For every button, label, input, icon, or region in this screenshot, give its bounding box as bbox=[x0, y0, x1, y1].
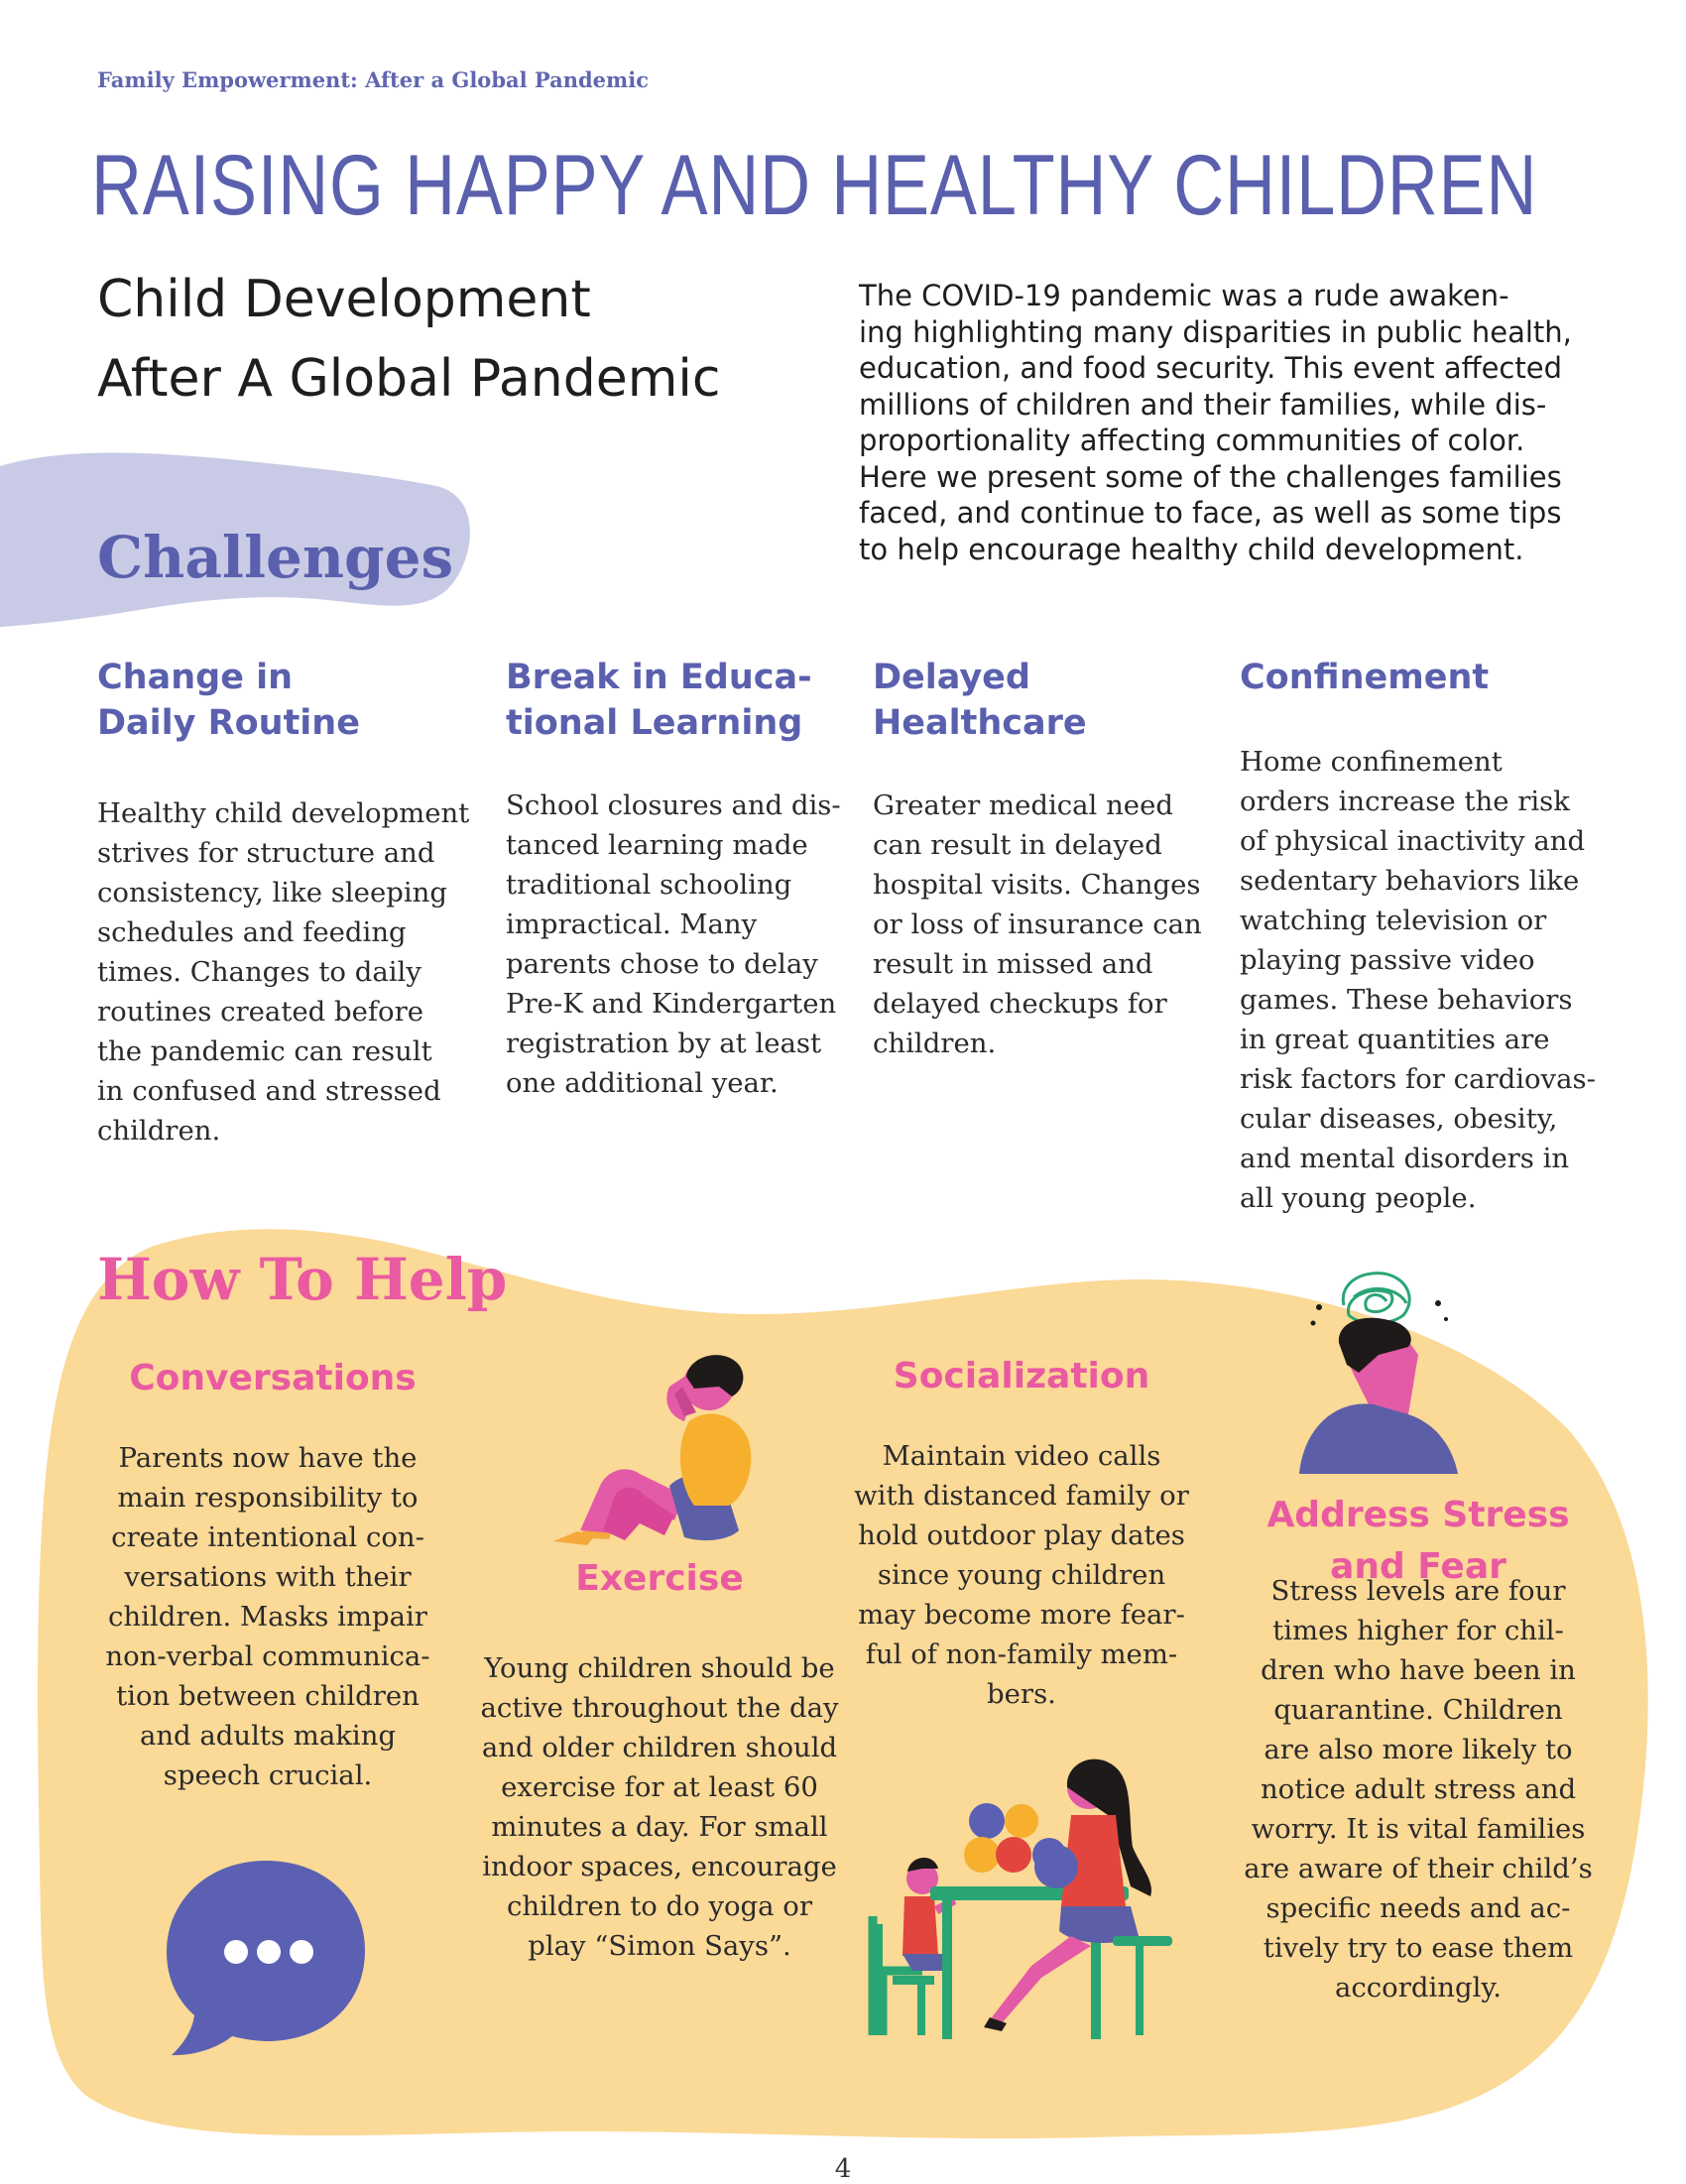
conversations-title: Conversations bbox=[129, 1358, 417, 1398]
challenges-heading: Challenges bbox=[97, 524, 454, 591]
page-number: 4 bbox=[834, 2154, 852, 2184]
exercise-illustration bbox=[536, 1347, 774, 1545]
document-eyebrow: Family Empowerment: After a Global Pandemic bbox=[97, 67, 650, 92]
socialization-title: Socialization bbox=[893, 1356, 1150, 1396]
conversations-body: Parents now have the main responsibility to create intentional con- versations with their children. Masks impair non-verbal communica- tion between children and adults making speech crucial. bbox=[105, 1442, 430, 1791]
challenge-confinement bbox=[1240, 655, 1617, 1218]
challenge-educational-learning bbox=[506, 655, 853, 1103]
challenge-title: Confinement bbox=[1240, 658, 1490, 697]
challenge-body: Greater medical need can result in delayed hospital visits. Changes or loss of insurance can result in missed and delayed checkups for children. bbox=[873, 789, 1202, 1059]
challenge-body: Healthy child development strives for structure and consistency, like sleeping schedules and feeding times. Changes to daily routines created before the pandemic can result in confused and stressed children. bbox=[97, 797, 470, 1147]
challenge-delayed-healthcare bbox=[873, 655, 1220, 1063]
challenge-daily-routine bbox=[97, 655, 484, 1151]
subtitle-line-2: After A Global Pandemic bbox=[97, 349, 721, 409]
address-stress-body: Stress levels are four times higher for chil- dren who have been in quarantine. Children are also more likely to notice adult stress and worry. It is vital families are aware of their child’s specific needs and ac- tively try to ease them accordingly. bbox=[1244, 1575, 1593, 2003]
exercise-body: Young children should be active throughout the day and older children should exercise for at least 60 minutes a day. For small indoor spaces, encourage children to do yoga or play “Simon Says”. bbox=[480, 1652, 839, 1962]
page-title: RAISING HAPPY AND HEALTHY CHILDREN bbox=[91, 138, 1538, 233]
address-stress-title: Address Stress and Fear bbox=[1266, 1495, 1570, 1587]
subtitle-line-1: Child Development bbox=[97, 270, 591, 329]
stressed-person-illustration bbox=[1299, 1266, 1458, 1464]
exercise-title: Exercise bbox=[575, 1558, 744, 1599]
challenge-title: Change in Daily Routine bbox=[97, 658, 360, 743]
challenge-body: Home confinement orders increase the risk of physical inactivity and sedentary behaviors like watching television or playing passive video games. These behaviors in great quantities are risk factors for cardiovas- cular diseases, obesity, and mental disorders in all young people. bbox=[1240, 746, 1596, 1214]
challenge-body: School closures and dis- tanced learning made traditional schooling impractical. Many parents chose to delay Pre-K and Kindergarten registration by at least one additional year. bbox=[506, 789, 841, 1099]
challenge-title: Break in Educa- tional Learning bbox=[506, 658, 812, 743]
intro-paragraph: The COVID-19 pandemic was a rude awaken- ing highlighting many disparities in public health, education, and food security. This event affected millions of children and their families, while dis- proportionality affecting communities of color. Here we present some of the challenges families faced, and continue to face, as well as some tips to help encourage healthy child development. bbox=[859, 279, 1572, 566]
how-to-help-heading: How To Help bbox=[97, 1246, 508, 1313]
speech-bubble-icon bbox=[167, 1861, 365, 2059]
family-play-illustration bbox=[873, 1758, 1210, 2055]
challenge-title: Delayed Healthcare bbox=[873, 658, 1087, 743]
socialization-body: Maintain video calls with distanced family or hold outdoor play dates since young children may become more fear- ful of non-family mem- bers. bbox=[854, 1440, 1189, 1710]
